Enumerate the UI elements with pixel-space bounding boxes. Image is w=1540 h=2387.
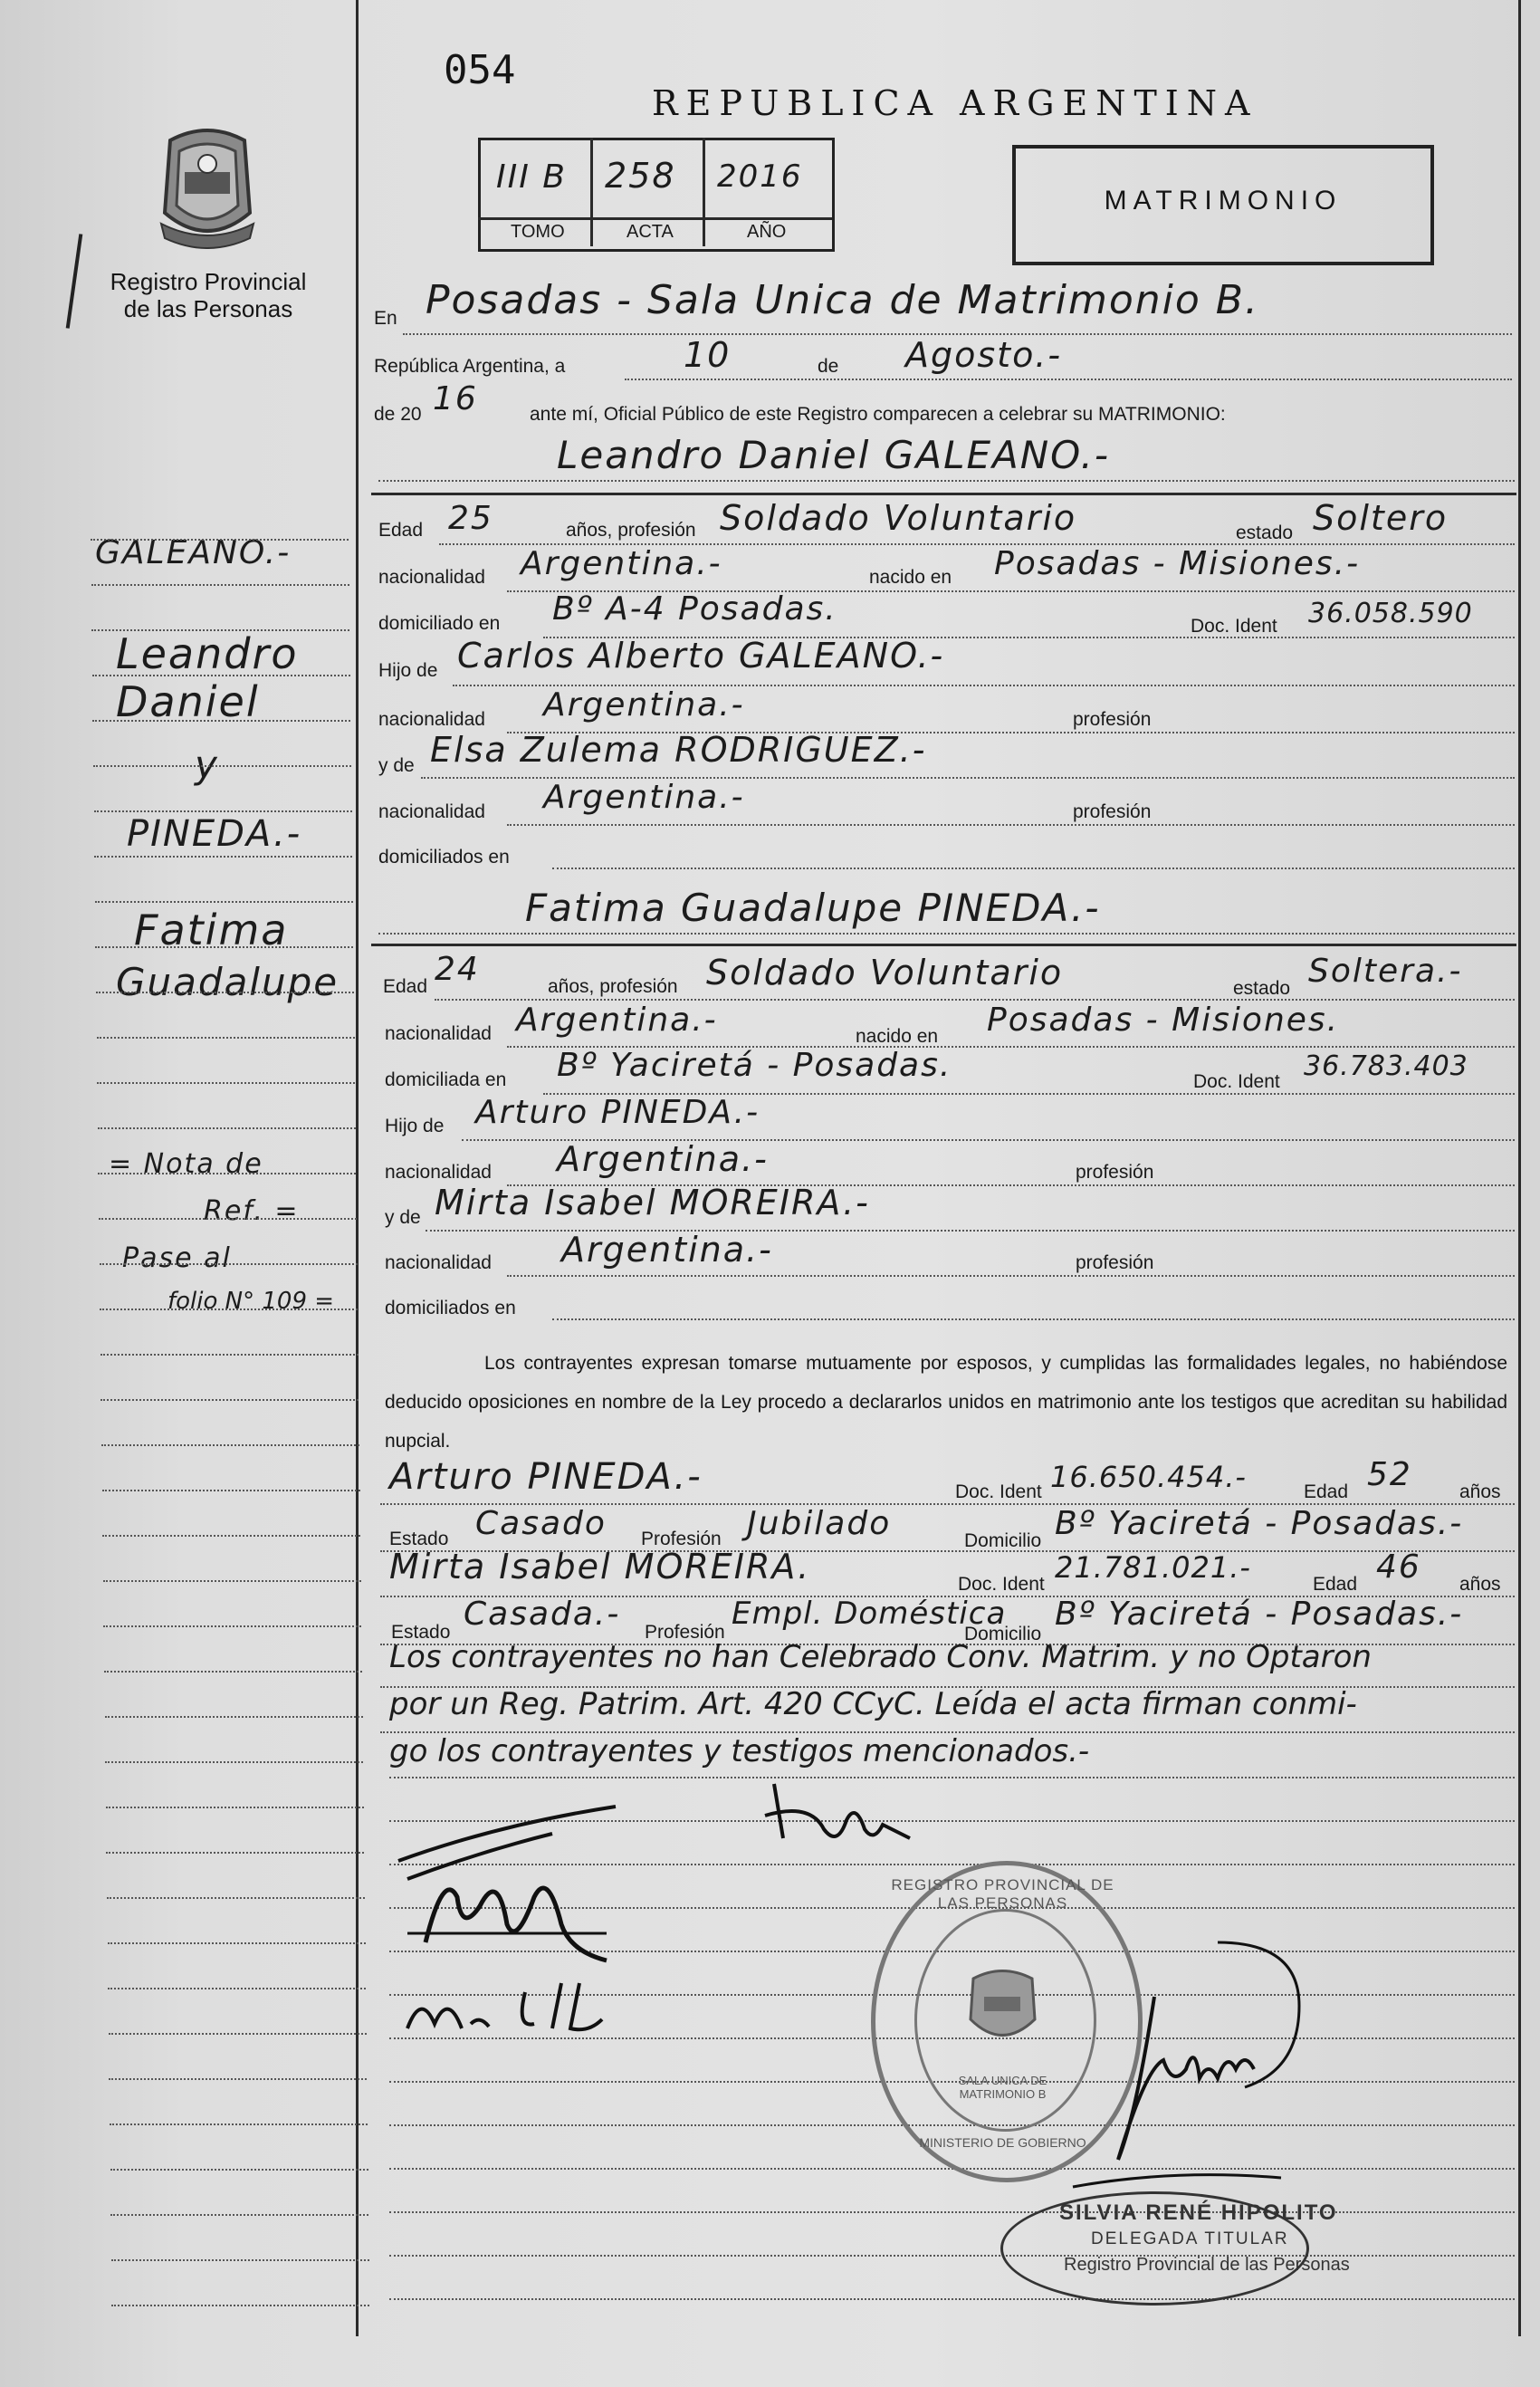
margin-surname2: PINEDA.- [127,813,302,855]
s2-madre-nac: Argentina.- [561,1230,773,1270]
declaration-text: Los contrayentes expresan tomarse mutuamente por esposos, y cumplidas las formalidades legales, no habiéndose deducido oposiciones en nombre de la Ley procedo a declararlos unidos en matrimonio ante los testigos que acreditan su habilidad nupcial. [385,1353,1507,1452]
margin-dotted-line [106,1852,364,1854]
margin-dotted-line [94,856,352,858]
s1-nacido-label: nacido en [869,567,952,588]
s1-madre: Elsa Zulema RODRIGUEZ.- [430,730,927,770]
margin-dotted-line [103,1580,361,1582]
margin-rule [356,0,359,2336]
spouse2-name: Fatima Guadalupe PINEDA.- [525,886,1101,930]
margin-middle-name: Daniel [116,677,260,726]
w1-doc-label: Doc. Ident [955,1481,1042,1502]
s2-padre-prof-label: profesión [1076,1162,1154,1183]
s1-nacionalidad: Argentina.- [521,545,722,582]
margin-dotted-line [99,1218,357,1220]
margin-dotted-line [102,1535,360,1537]
doc-type: MATRIMONIO [1104,186,1343,216]
notes-line2: por un Reg. Patrim. Art. 420 CCyC. Leída el acta firman conmi- [389,1686,1357,1722]
stamp-ring-text: REGISTRO PROVINCIAL DE LAS PERSONAS [891,1876,1114,1912]
margin-dotted-line [103,1625,361,1627]
s1-padre-nac: Argentina.- [543,686,745,724]
margin-dotted-line [98,1173,356,1174]
w2-doc: 21.781.021.- [1055,1550,1251,1585]
margin-dotted-line [107,1897,365,1899]
w1-profesion-label: Profesión [641,1529,722,1549]
s1-edad: 25 [448,500,493,537]
w2-doc-label: Doc. Ident [958,1574,1045,1595]
anio-value: 2016 [717,158,803,195]
acta-label: ACTA [627,222,674,242]
year-prefix: de 20 [374,404,422,425]
s2-edad: 24 [435,951,480,988]
s2-hijo-label: Hijo de [385,1116,445,1136]
margin-dotted-line [95,946,353,948]
s1-nacido: Posadas - Misiones.- [994,545,1361,582]
margin-dotted-line [94,810,352,812]
month-value: Agosto.- [905,335,1063,375]
margin-dotted-line [97,1037,355,1039]
margin-note-line1: = Nota de [109,1148,263,1180]
margin-surname: GALEANO.- [95,534,292,571]
margin-dotted-line [93,765,351,767]
w2-domicilio: Bº Yaciretá - Posadas.- [1055,1596,1464,1633]
s2-padre-nac: Argentina.- [557,1139,769,1179]
officer-role: DELEGADA TITULAR [1091,2229,1289,2248]
tomo-value: III B [496,158,567,196]
s1-edad-label: Edad [378,520,424,541]
comparecen-text: ante mí, Oficial Público de este Registro comparecen a celebrar su MATRIMONIO: [530,404,1226,425]
s1-doc: 36.058.590 [1308,598,1473,629]
s2-nacionalidad: Argentina.- [516,1002,718,1039]
margin-dotted-line [108,1942,366,1944]
s2-estado-label: estado [1233,978,1291,999]
margin-dotted-line [91,629,349,631]
s2-doc: 36.783.403 [1304,1050,1468,1082]
s1-nac-label: nacionalidad [378,567,485,588]
margin-dotted-line [105,1716,363,1718]
s2-profesion: Soldado Voluntario [706,953,1064,992]
s2-domiciliada-label: domiciliada en [385,1069,507,1090]
s1-madre-prof-label: profesión [1073,801,1152,822]
s2-estado: Soltera.- [1308,953,1463,990]
margin-dotted-line [98,1127,356,1129]
s1-profesion: Soldado Voluntario [720,498,1077,538]
margin-dotted-line [109,2078,367,2080]
margin-dotted-line [102,1490,360,1491]
margin-dotted-line [109,2033,367,2035]
s1-doc-label: Doc. Ident [1191,616,1277,637]
margin-dotted-line [106,1807,364,1808]
w2-profesion-label: Profesión [645,1622,725,1643]
margin-note-line2: Ref. = [204,1195,300,1227]
w2-anos-label: años [1459,1574,1501,1595]
margin-dotted-line [100,1263,358,1265]
s1-padre: Carlos Alberto GALEANO.- [457,636,945,676]
w1-domicilio-label: Domicilio [964,1530,1042,1551]
margin-note-line4: folio N° 109 = [167,1288,335,1315]
s1-estado-label: estado [1236,522,1294,543]
w1-estado-label: Estado [389,1529,449,1549]
w1-anos-label: años [1459,1481,1501,1502]
margin-dotted-line [97,1082,355,1084]
s2-padre-nac-label: nacionalidad [385,1162,492,1183]
s2-nac-label: nacionalidad [385,1023,492,1044]
tomo-label: TOMO [511,222,565,242]
margin-dotted-line [91,584,349,586]
s2-nacido: Posadas - Misiones. [987,1002,1340,1039]
w2-domicilio-label: Domicilio [964,1624,1042,1644]
margin-first-name2: Fatima [134,906,289,954]
s2-domicilio: Bº Yaciretá - Posadas. [557,1047,952,1084]
s1-domiciliados-label: domiciliados en [378,847,510,868]
s1-madre-nac-label: nacionalidad [378,801,485,822]
margin-dotted-line [100,1309,358,1310]
margin-dotted-line [101,1444,359,1446]
province-seal-logo [152,122,263,249]
margin-dotted-line [92,720,350,722]
s2-nacido-label: nacido en [856,1026,939,1047]
margin-middle-name2: Guadalupe [116,960,340,1004]
w1-profesion: Jubilado [747,1505,892,1542]
signature-spouse-2 [398,1974,616,2047]
signature-officer-top [756,1775,928,1856]
country-title: REPUBLICA ARGENTINA [652,83,1258,123]
officer-name: SILVIA RENÉ HIPOLITO [1059,2200,1338,2225]
notes-line3: go los contrayentes y testigos mencionados.- [389,1733,1090,1769]
signature-spouse-1 [389,1797,625,1970]
body-dotted-line [389,1777,1515,1778]
acta-value: 258 [605,156,676,196]
right-edge-rule [1518,0,1521,2336]
spouse1-name: Leandro Daniel GALEANO.- [557,433,1111,477]
en-label: En [374,308,397,329]
margin-dotted-line [108,1988,366,1989]
s2-madre-nac-label: nacionalidad [385,1252,492,1273]
s2-madre: Mirta Isabel MOREIRA.- [435,1183,870,1222]
margin-mark [66,234,83,329]
anio-label: AÑO [747,222,787,242]
margin-and: y [195,743,219,787]
w2-edad-label: Edad [1313,1574,1358,1595]
s1-madre-nac: Argentina.- [543,779,745,816]
logo-org-line2: de las Personas [123,295,293,322]
logo-org-line1: Registro Provincial [110,268,307,295]
body-dotted-line [389,2298,1515,2300]
s2-y-de-label: y de [385,1207,421,1228]
s1-domiciliado-label: domiciliado en [378,613,501,634]
margin-dotted-line [100,1399,359,1401]
s1-domicilio: Bº A-4 Posadas. [552,590,837,628]
day-value: 10 [684,335,732,375]
margin-dotted-line [95,901,353,903]
body-dotted-line [389,2211,1515,2213]
officer-org: Registro Provincial de las Personas [1064,2255,1350,2275]
w2-estado: Casada.- [464,1596,621,1633]
notes-line1: Los contrayentes no han Celebrado Conv. Matrim. y no Optaron [389,1639,1372,1675]
republica-label: República Argentina, a [374,356,566,377]
w2-name: Mirta Isabel MOREIRA. [389,1547,811,1587]
s2-madre-prof-label: profesión [1076,1252,1154,1273]
s1-anos-profesion-label: años, profesión [566,520,696,541]
margin-dotted-line [96,992,354,993]
stamp-emblem [964,1965,1041,2047]
year-suffix: 16 [433,380,478,417]
w2-edad: 46 [1376,1548,1421,1586]
margin-dotted-line [110,2123,368,2125]
margin-dotted-line [91,539,349,541]
s1-padre-nac-label: nacionalidad [378,709,485,730]
margin-first-name: Leandro [116,629,299,678]
s1-hijo-label: Hijo de [378,660,438,681]
s1-estado: Soltero [1313,498,1449,538]
s2-anos-profesion-label: años, profesión [548,976,678,997]
margin-dotted-line [100,1354,359,1356]
s2-edad-label: Edad [383,976,428,997]
place-value: Posadas - Sala Unica de Matrimonio B. [426,277,1259,323]
w1-edad-label: Edad [1304,1481,1349,1502]
w1-doc: 16.650.454.- [1050,1460,1247,1494]
s2-doc-label: Doc. Ident [1193,1071,1280,1092]
w2-profesion: Empl. Doméstica [732,1596,1007,1632]
stamp-bottom-text: MINISTERIO DE GOBIERNO [919,2135,1086,2150]
s2-padre: Arturo PINEDA.- [475,1094,760,1131]
w2-estado-label: Estado [391,1622,451,1643]
margin-dotted-line [110,2169,368,2171]
margin-dotted-line [104,1671,362,1673]
w1-estado: Casado [475,1505,607,1542]
signature-officer [1064,1933,1326,2205]
w1-domicilio: Bº Yaciretá - Posadas.- [1055,1505,1464,1542]
margin-note-line3: Pase al [122,1242,232,1274]
margin-dotted-line [110,2214,368,2216]
margin-dotted-line [111,2259,369,2261]
s1-padre-prof-label: profesión [1073,709,1152,730]
s2-domiciliados-label: domiciliados en [385,1298,516,1318]
page-number: 054 [444,47,516,93]
stamp-inner-text: SALA UNICA DE MATRIMONIO B [958,2074,1047,2101]
margin-dotted-line [111,2305,369,2306]
w1-name: Arturo PINEDA.- [389,1456,703,1498]
s1-y-de-label: y de [378,755,415,776]
de-label: de [818,356,839,377]
w1-edad: 52 [1367,1456,1412,1493]
margin-dotted-line [105,1761,363,1763]
margin-dotted-line [92,675,350,676]
